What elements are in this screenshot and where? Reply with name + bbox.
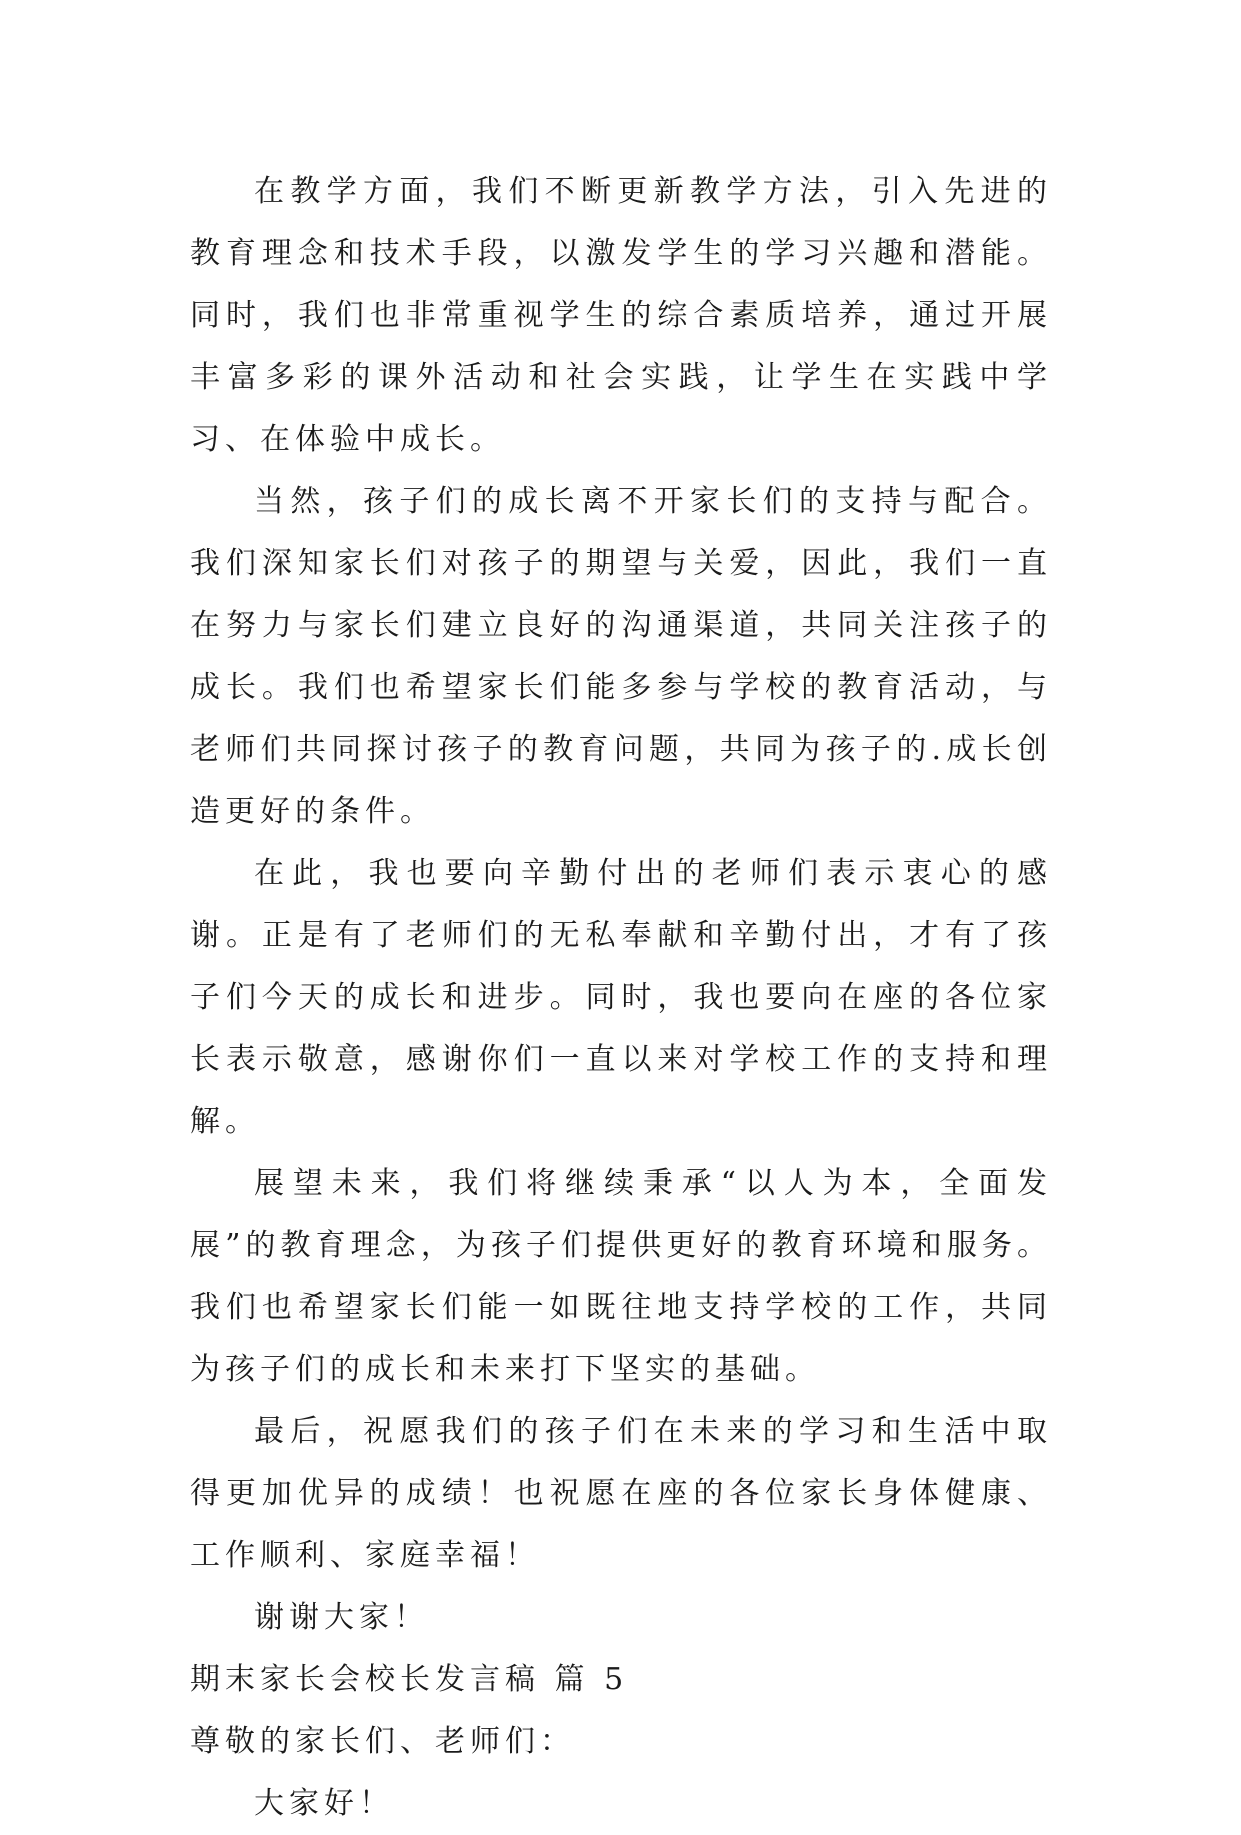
paragraph-teaching: 在教学方面，我们不断更新教学方法，引入先进的教育理念和技术手段，以激发学生的学习兴趣和潜能。同时，我们也非常重视学生的综合素质培养，通过开展丰富多彩的课外活动和社会实践，让学生在实践中学习、在体验中成长。 — [190, 174, 1052, 457]
paragraph-thanks-teachers: 在此，我也要向辛勤付出的老师们表示衷心的感谢。正是有了老师们的无私奉献和辛勤付出，才有了孩子们今天的成长和进步。同时，我也要向在座的各位家长表示敬意，感谢你们一直以来对学校工作的支持和理解。 — [190, 856, 1052, 1139]
section-title: 期末家长会校长发言稿 篇 5 — [190, 1662, 629, 1697]
greeting: 大家好！ — [254, 1786, 394, 1821]
closing-thanks: 谢谢大家！ — [254, 1600, 429, 1635]
paragraph-wishes: 最后，祝愿我们的孩子们在未来的学习和生活中取得更加优异的成绩！也祝愿在座的各位家长身体健康、工作顺利、家庭幸福！ — [190, 1414, 1052, 1573]
salutation: 尊敬的家长们、老师们： — [190, 1724, 575, 1759]
paragraph-future: 展望未来，我们将继续秉承“以人为本，全面发展”的教育理念，为孩子们提供更好的教育环境和服务。我们也希望家长们能一如既往地支持学校的工作，共同为孩子们的成长和未来打下坚实的基础。 — [190, 1166, 1052, 1387]
paragraph-parents-support: 当然，孩子们的成长离不开家长们的支持与配合。我们深知家长们对孩子的期望与关爱，因此，我们一直在努力与家长们建立良好的沟通渠道，共同关注孩子的成长。我们也希望家长们能多参与学校的教育活动，与老师们共同探讨孩子的教育问题，共同为孩子的.成长创造更好的条件。 — [190, 484, 1052, 829]
document-body — [190, 161, 1052, 1835]
